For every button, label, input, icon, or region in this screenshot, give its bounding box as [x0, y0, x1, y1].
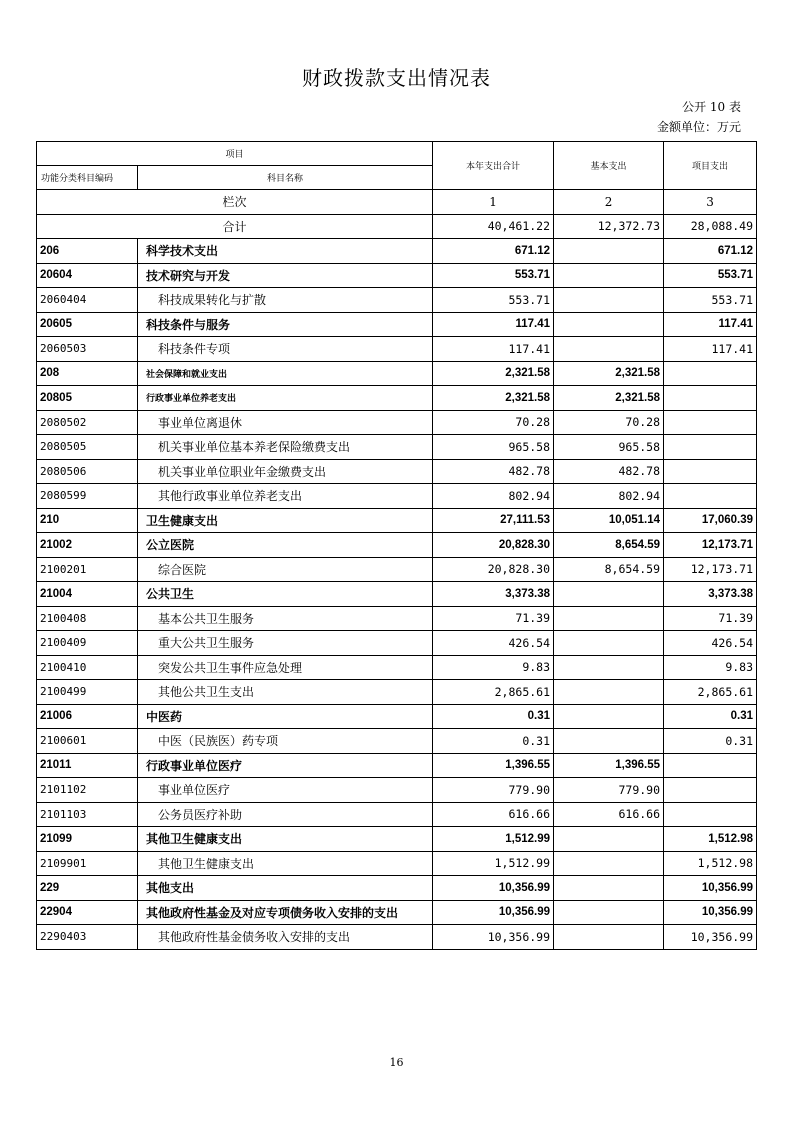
- table-row: [37, 900, 757, 925]
- table-row: [37, 435, 757, 460]
- subject-code: 2100601: [37, 729, 138, 754]
- subject-name: 其他公共卫生支出: [138, 680, 433, 705]
- table-row: [37, 680, 757, 705]
- subject-name: 公立医院: [138, 533, 433, 558]
- sum-project: 28,088.49: [664, 214, 757, 239]
- subject-code: 20604: [37, 263, 138, 288]
- total-amount: 1,512.99: [433, 827, 554, 852]
- basic-amount: [554, 337, 664, 362]
- subject-name: 行政事业单位养老支出: [138, 386, 433, 411]
- subject-name: 公务员医疗补助: [138, 802, 433, 827]
- header-code: 功能分类科目编码: [37, 166, 138, 190]
- total-amount: 3,373.38: [433, 582, 554, 607]
- table-row: [37, 925, 757, 950]
- total-amount: 20,828.30: [433, 533, 554, 558]
- header-total: 本年支出合计: [433, 142, 554, 190]
- subject-code: 2100201: [37, 557, 138, 582]
- subject-code: 2101103: [37, 802, 138, 827]
- subject-name: 社会保障和就业支出: [138, 361, 433, 386]
- sum-basic: 12,372.73: [554, 214, 664, 239]
- header-project: 项目支出: [664, 142, 757, 190]
- subject-code: 20805: [37, 386, 138, 411]
- total-amount: 779.90: [433, 778, 554, 803]
- sum-label: 合计: [37, 214, 433, 239]
- project-amount: 3,373.38: [664, 582, 757, 607]
- subject-code: 2100408: [37, 606, 138, 631]
- table-row: [37, 337, 757, 362]
- subject-code: 2290403: [37, 925, 138, 950]
- subject-name: 其他卫生健康支出: [138, 827, 433, 852]
- project-amount: [664, 410, 757, 435]
- subject-name: 机关事业单位职业年金缴费支出: [138, 459, 433, 484]
- project-amount: 0.31: [664, 704, 757, 729]
- subject-code: 21011: [37, 753, 138, 778]
- table-row: [37, 876, 757, 901]
- project-amount: [664, 778, 757, 803]
- project-amount: 1,512.98: [664, 827, 757, 852]
- project-amount: 1,512.98: [664, 851, 757, 876]
- total-amount: 0.31: [433, 729, 554, 754]
- basic-amount: [554, 631, 664, 656]
- table-row: [37, 729, 757, 754]
- total-amount: 671.12: [433, 239, 554, 264]
- total-amount: 2,865.61: [433, 680, 554, 705]
- table-row: [37, 582, 757, 607]
- total-amount: 426.54: [433, 631, 554, 656]
- basic-amount: [554, 729, 664, 754]
- total-amount: 1,396.55: [433, 753, 554, 778]
- column-index-3: 3: [664, 190, 757, 215]
- project-amount: 10,356.99: [664, 876, 757, 901]
- subject-code: 2060503: [37, 337, 138, 362]
- basic-amount: [554, 704, 664, 729]
- header-basic: 基本支出: [554, 142, 664, 190]
- table-row: [37, 288, 757, 313]
- subject-code: 2080502: [37, 410, 138, 435]
- basic-amount: [554, 851, 664, 876]
- basic-amount: [554, 925, 664, 950]
- basic-amount: [554, 263, 664, 288]
- subject-name: 其他政府性基金及对应专项债务收入安排的支出: [138, 900, 433, 925]
- subject-name: 基本公共卫生服务: [138, 606, 433, 631]
- basic-amount: [554, 876, 664, 901]
- project-amount: [664, 361, 757, 386]
- subject-code: 229: [37, 876, 138, 901]
- subject-name: 其他行政事业单位养老支出: [138, 484, 433, 509]
- subject-code: 2080506: [37, 459, 138, 484]
- column-index-1: 1: [433, 190, 554, 215]
- basic-amount: [554, 827, 664, 852]
- subject-code: 206: [37, 239, 138, 264]
- project-amount: 0.31: [664, 729, 757, 754]
- project-amount: [664, 802, 757, 827]
- subject-name: 科技成果转化与扩散: [138, 288, 433, 313]
- table-row: [37, 312, 757, 337]
- basic-amount: [554, 680, 664, 705]
- total-amount: 117.41: [433, 337, 554, 362]
- total-amount: 2,321.58: [433, 361, 554, 386]
- project-amount: 12,173.71: [664, 533, 757, 558]
- amount-unit: 金额单位：万元: [656, 120, 741, 134]
- basic-amount: 10,051.14: [554, 508, 664, 533]
- subject-name: 中医（民族医）药专项: [138, 729, 433, 754]
- table-row: [37, 655, 757, 680]
- project-amount: 2,865.61: [664, 680, 757, 705]
- project-amount: [664, 753, 757, 778]
- project-amount: 553.71: [664, 263, 757, 288]
- basic-amount: 1,396.55: [554, 753, 664, 778]
- subject-code: 22904: [37, 900, 138, 925]
- table-row: [37, 753, 757, 778]
- page-title: 财政拨款支出情况表: [302, 66, 491, 90]
- table-row: [37, 606, 757, 631]
- subject-code: 2101102: [37, 778, 138, 803]
- basic-amount: 2,321.58: [554, 386, 664, 411]
- total-amount: 553.71: [433, 288, 554, 313]
- basic-amount: [554, 655, 664, 680]
- table-row: [37, 533, 757, 558]
- basic-amount: 802.94: [554, 484, 664, 509]
- total-amount: 10,356.99: [433, 876, 554, 901]
- basic-amount: [554, 606, 664, 631]
- subject-code: 2100410: [37, 655, 138, 680]
- page-number: 16: [389, 1056, 404, 1069]
- table-row: [37, 851, 757, 876]
- project-amount: 10,356.99: [664, 900, 757, 925]
- subject-name: 机关事业单位基本养老保险缴费支出: [138, 435, 433, 460]
- project-amount: 117.41: [664, 337, 757, 362]
- project-amount: 17,060.39: [664, 508, 757, 533]
- subject-name: 公共卫生: [138, 582, 433, 607]
- subject-code: 2080505: [37, 435, 138, 460]
- subject-name: 突发公共卫生事件应急处理: [138, 655, 433, 680]
- column-index-row: [37, 190, 757, 215]
- header-row-1: [37, 142, 757, 166]
- subject-code: 21002: [37, 533, 138, 558]
- subject-code: 2060404: [37, 288, 138, 313]
- project-amount: [664, 386, 757, 411]
- table-row: [37, 557, 757, 582]
- basic-amount: 70.28: [554, 410, 664, 435]
- total-amount: 10,356.99: [433, 925, 554, 950]
- total-amount: 0.31: [433, 704, 554, 729]
- subject-name: 卫生健康支出: [138, 508, 433, 533]
- table-row: [37, 631, 757, 656]
- table-row: [37, 704, 757, 729]
- total-amount: 2,321.58: [433, 386, 554, 411]
- table-row: [37, 827, 757, 852]
- subject-code: 20605: [37, 312, 138, 337]
- project-amount: 426.54: [664, 631, 757, 656]
- basic-amount: 8,654.59: [554, 533, 664, 558]
- basic-amount: 965.58: [554, 435, 664, 460]
- subject-name: 科技条件与服务: [138, 312, 433, 337]
- column-index-2: 2: [554, 190, 664, 215]
- table-row: [37, 802, 757, 827]
- subject-code: 2080599: [37, 484, 138, 509]
- subject-name: 重大公共卫生服务: [138, 631, 433, 656]
- basic-amount: [554, 288, 664, 313]
- sum-total: 40,461.22: [433, 214, 554, 239]
- basic-amount: 8,654.59: [554, 557, 664, 582]
- table-row: [37, 239, 757, 264]
- subject-name: 事业单位医疗: [138, 778, 433, 803]
- table-row: [37, 263, 757, 288]
- project-amount: 553.71: [664, 288, 757, 313]
- subject-name: 事业单位离退休: [138, 410, 433, 435]
- basic-amount: 482.78: [554, 459, 664, 484]
- header-name: 科目名称: [138, 166, 433, 190]
- total-amount: 802.94: [433, 484, 554, 509]
- subject-name: 技术研究与开发: [138, 263, 433, 288]
- subject-name: 其他支出: [138, 876, 433, 901]
- total-amount: 1,512.99: [433, 851, 554, 876]
- subject-name: 科学技术支出: [138, 239, 433, 264]
- total-amount: 20,828.30: [433, 557, 554, 582]
- subject-code: 2100409: [37, 631, 138, 656]
- table-row: [37, 386, 757, 411]
- basic-amount: [554, 239, 664, 264]
- project-amount: 71.39: [664, 606, 757, 631]
- total-amount: 71.39: [433, 606, 554, 631]
- project-amount: 117.41: [664, 312, 757, 337]
- basic-amount: [554, 582, 664, 607]
- subject-code: 2100499: [37, 680, 138, 705]
- project-amount: [664, 459, 757, 484]
- project-amount: [664, 484, 757, 509]
- table-row: [37, 410, 757, 435]
- total-amount: 616.66: [433, 802, 554, 827]
- subject-code: 21004: [37, 582, 138, 607]
- subject-name: 行政事业单位医疗: [138, 753, 433, 778]
- column-index-label: 栏次: [37, 190, 433, 215]
- project-amount: 9.83: [664, 655, 757, 680]
- subject-code: 21099: [37, 827, 138, 852]
- subject-code: 2109901: [37, 851, 138, 876]
- project-amount: [664, 435, 757, 460]
- project-amount: 671.12: [664, 239, 757, 264]
- subject-code: 21006: [37, 704, 138, 729]
- subject-name: 综合医院: [138, 557, 433, 582]
- subject-name: 其他政府性基金债务收入安排的支出: [138, 925, 433, 950]
- project-amount: 12,173.71: [664, 557, 757, 582]
- document-number: 公开 10 表: [682, 100, 741, 114]
- subject-name: 科技条件专项: [138, 337, 433, 362]
- table-row: [37, 508, 757, 533]
- basic-amount: 616.66: [554, 802, 664, 827]
- subject-name: 其他卫生健康支出: [138, 851, 433, 876]
- total-amount: 9.83: [433, 655, 554, 680]
- total-amount: 27,111.53: [433, 508, 554, 533]
- subject-name: 中医药: [138, 704, 433, 729]
- project-amount: 10,356.99: [664, 925, 757, 950]
- basic-amount: 779.90: [554, 778, 664, 803]
- table-row: [37, 361, 757, 386]
- total-amount: 10,356.99: [433, 900, 554, 925]
- table-row: [37, 459, 757, 484]
- table-row: [37, 778, 757, 803]
- header-item: 项目: [37, 142, 433, 166]
- total-amount: 117.41: [433, 312, 554, 337]
- subject-code: 210: [37, 508, 138, 533]
- total-amount: 482.78: [433, 459, 554, 484]
- basic-amount: 2,321.58: [554, 361, 664, 386]
- expenditure-table: [36, 141, 757, 950]
- total-amount: 965.58: [433, 435, 554, 460]
- total-amount: 70.28: [433, 410, 554, 435]
- basic-amount: [554, 312, 664, 337]
- table-row: [37, 484, 757, 509]
- basic-amount: [554, 900, 664, 925]
- sum-row: [37, 214, 757, 239]
- total-amount: 553.71: [433, 263, 554, 288]
- subject-code: 208: [37, 361, 138, 386]
